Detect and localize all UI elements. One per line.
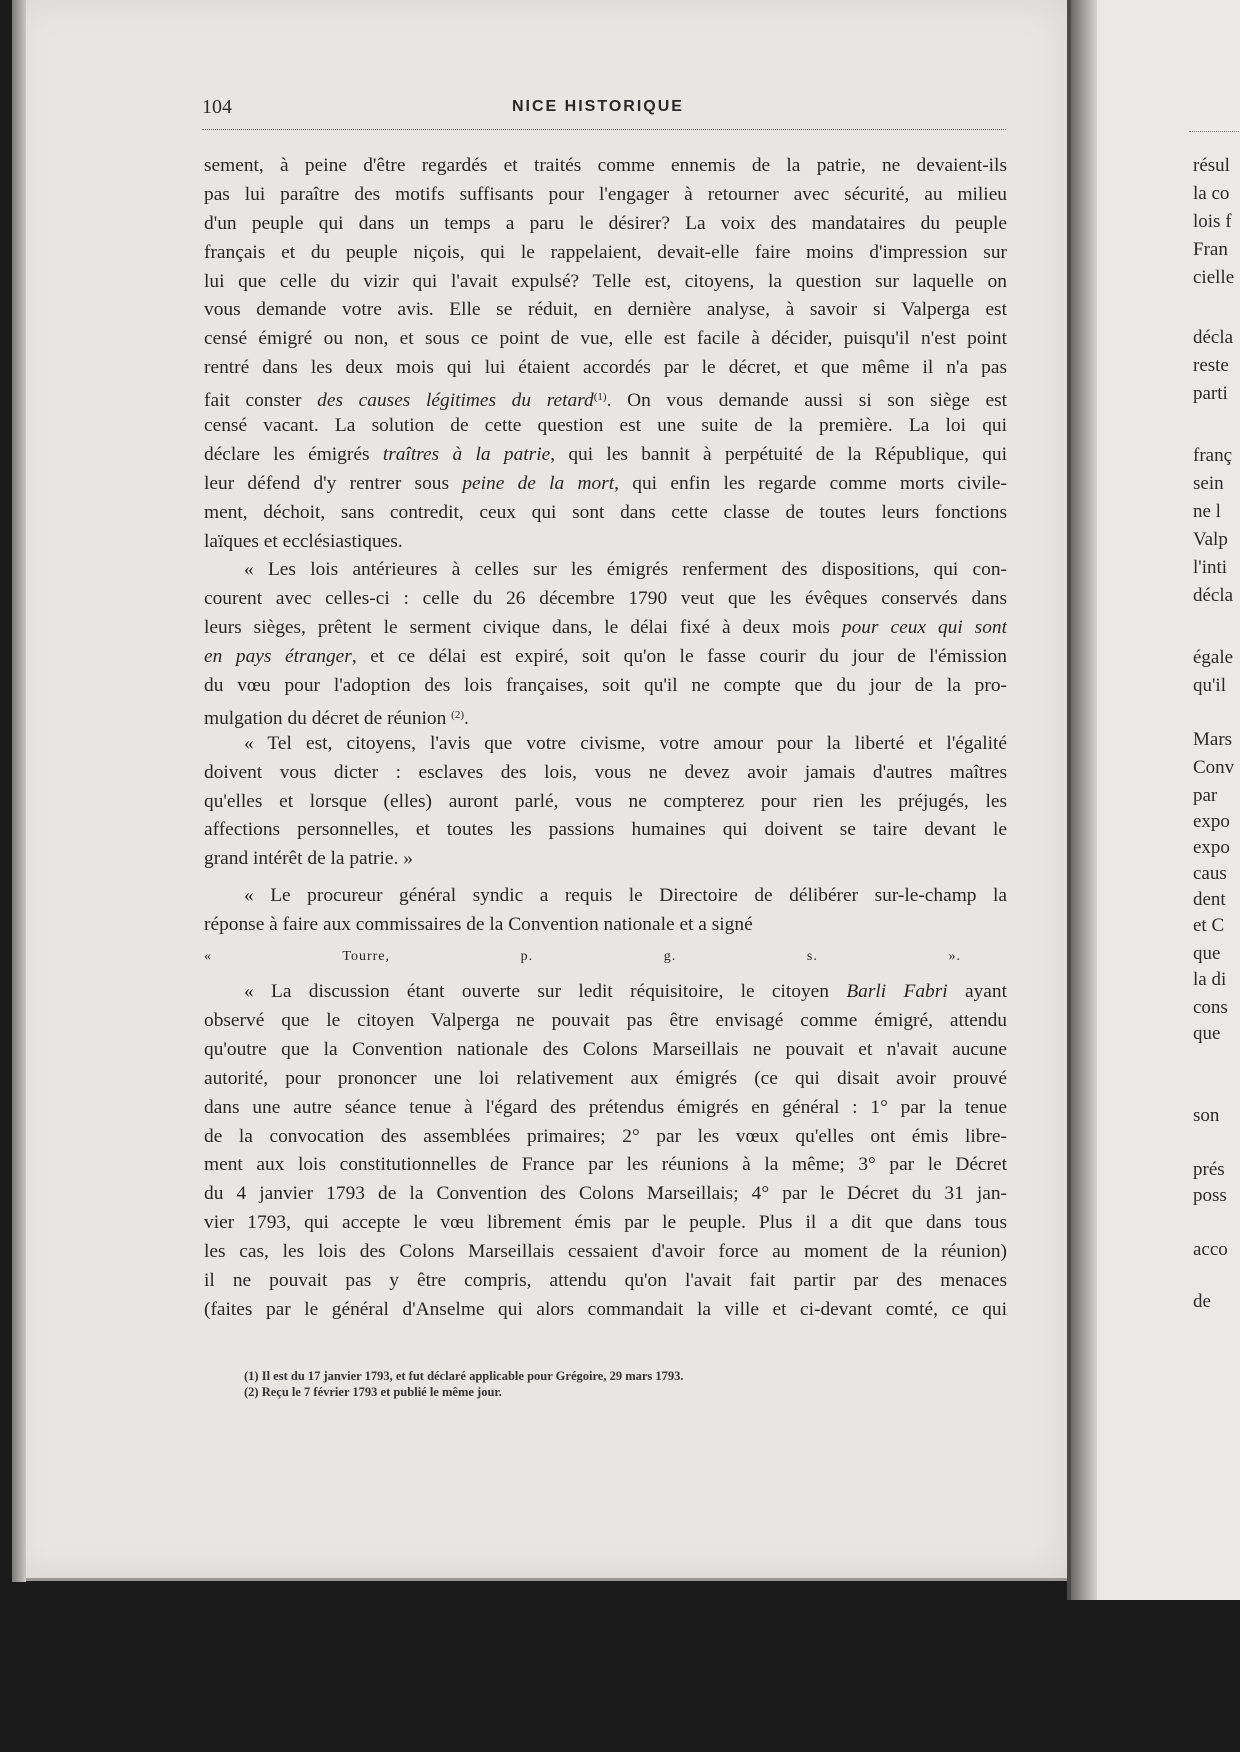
text-line: de la convocation des assemblées primaires; 2° par les vœux qu'elles ont émis libre- xyxy=(204,1125,1007,1147)
footnote-ref-1: (1) xyxy=(593,391,607,404)
footnote-ref-2: (2) xyxy=(451,708,464,721)
italic-name: Barli Fabri xyxy=(846,981,948,1003)
facing-page-fragment: sein xyxy=(1193,473,1224,494)
text-run: , qui les bannit à perpétuité de la République, qui xyxy=(550,443,1007,465)
text-line: d'un peuple qui dans un temps a paru le désirer? La voix des mandataires du peuple xyxy=(204,212,1007,234)
facing-page-fragment: franç xyxy=(1193,445,1233,466)
header-rule xyxy=(202,129,1006,130)
facing-page-fragment: Fran xyxy=(1193,239,1228,260)
text-line: les cas, les lois des Colons Marseillais cessaient d'avoir force au moment de la réunion) xyxy=(204,1241,1007,1263)
text-line xyxy=(204,614,1007,643)
text-run: ayant xyxy=(964,981,1007,1003)
text-line: français et du peuple niçois, qui le rappelaient, devait-elle faire moins d'impression sur xyxy=(204,241,1007,263)
facing-page-fragment: que xyxy=(1193,1023,1221,1044)
facing-page-fragment: poss xyxy=(1193,1185,1227,1206)
text-line xyxy=(204,470,1007,499)
text-line: (faites par le général d'Anselme qui alors commandait la ville et ci-devant comté, ce qui xyxy=(204,1298,1007,1320)
italic-phrase: des causes légitimes du retard xyxy=(317,390,594,412)
running-head xyxy=(202,92,1006,122)
facing-page-gutter xyxy=(1071,0,1097,1600)
facing-page-fragment: dent xyxy=(1193,889,1226,910)
footnote-2: (2) Reçu le 7 février 1793 et publié le même jour. xyxy=(244,1385,502,1399)
italic-phrase: peine de la mort xyxy=(462,472,615,494)
text-line: autorité, pour prononcer une loi relativement aux émigrés (ce qui disait avoir prouvé xyxy=(204,1067,1007,1089)
text-line: qu'elles et lorsque (elles) auront parlé, vous ne compterez pour rien les préjugés, les xyxy=(204,790,1007,812)
body-text xyxy=(204,152,1007,1325)
text-line: il ne pouvait pas y être compris, attendu qu'on l'avait fait partir par des menaces xyxy=(204,1269,1007,1291)
facing-page-fragment: expo xyxy=(1193,837,1230,858)
facing-page-fragment: la di xyxy=(1193,969,1227,990)
facing-page-fragment: Conv xyxy=(1193,757,1235,778)
text-line: pas lui paraître des motifs suffisants pour l'engager à retourner avec sécurité, au milieu xyxy=(204,183,1007,205)
facing-page-fragment: expo xyxy=(1193,811,1230,832)
text-line: courent avec celles-ci : celle du 26 décembre 1790 veut que les évêques conservés dans xyxy=(204,588,1007,610)
text-line xyxy=(204,383,1007,412)
facing-page-fragment: prés xyxy=(1193,1159,1225,1180)
facing-page-fragment: parti xyxy=(1193,383,1228,404)
text-line: laïques et ecclésiastiques. xyxy=(204,530,403,552)
text-line: « Le procureur général syndic a requis le Directoire de délibérer sur-le-champ la xyxy=(244,885,1007,907)
text-line: « Tel est, citoyens, l'avis que votre civisme, votre amour pour la liberté et l'égalité xyxy=(244,732,1007,754)
facing-page-fragment: son xyxy=(1193,1105,1220,1126)
text-line: vous demande votre avis. Elle se réduit, en dernière analyse, à savoir si Valperga est xyxy=(204,299,1007,321)
facing-page-fragment: acco xyxy=(1193,1239,1228,1260)
facing-page-fragment: lois f xyxy=(1193,211,1232,232)
facing-page-fragment: que xyxy=(1193,943,1221,964)
text-run: . xyxy=(464,707,469,729)
footnote-1: (1) Il est du 17 janvier 1793, et fut déclaré applicable pour Grégoire, 29 mars 1793. xyxy=(244,1369,684,1383)
text-line: sement, à peine d'être regardés et traités comme ennemis de la patrie, ne devaient-ils xyxy=(204,155,1007,176)
facing-page-fragment: cons xyxy=(1193,997,1228,1018)
scanned-page xyxy=(12,0,1067,1581)
italic-phrase: traîtres à la patrie xyxy=(382,443,551,465)
text-line: qu'outre que la Convention nationale des Colons Marseillais ne pouvait et n'avait aucune xyxy=(204,1038,1007,1060)
signature-tourre: « Tourre, p. g. s. ». xyxy=(204,949,961,965)
text-line: rentré dans les deux mois qui lui étaient accordés par le décret, et que même il n'a pas xyxy=(204,357,1007,379)
text-line xyxy=(204,643,1007,672)
facing-page-fragment: décla xyxy=(1193,585,1234,606)
footnotes xyxy=(244,1368,944,1400)
text-run: . On vous demande aussi si son siège est xyxy=(606,390,1007,412)
text-line: réponse à faire aux commissaires de la Convention nationale et a signé xyxy=(204,914,753,936)
page-number: 104 xyxy=(202,96,232,118)
facing-page-fragment: Mars xyxy=(1193,729,1233,750)
facing-page-fragment: cielle xyxy=(1193,267,1235,288)
page-binding-edge xyxy=(12,0,26,1582)
text-line: du vœu pour l'adoption des lois françaises, soit qu'il ne compte que du jour de la pro- xyxy=(204,675,1007,697)
text-run: , qui enfin les regarde comme morts civile- xyxy=(614,472,1007,494)
text-line xyxy=(204,978,1007,1007)
facing-page-header-rule xyxy=(1189,131,1240,132)
facing-page-fragment: décla xyxy=(1193,327,1234,348)
text-line: ment, déchoit, sans contredit, ceux qui sont dans cette classe de toutes leurs fonctions xyxy=(204,501,1007,523)
text-run: , et ce délai est expiré, soit qu'on le fasse courir du jour de l'émission xyxy=(351,646,1007,668)
facing-page-fragment: la co xyxy=(1193,183,1230,204)
text-line: dans une autre séance tenue à l'égard des prétendus émigrés en général : 1° par la tenue xyxy=(204,1096,1007,1118)
italic-phrase: pour ceux qui sont xyxy=(841,617,1007,639)
text-line: ment aux lois constitutionnelles de France par les réunions à la même; 3° par le Décret xyxy=(204,1154,1007,1176)
facing-page-fragment: et C xyxy=(1193,915,1225,936)
facing-page-fragment: ne l xyxy=(1193,501,1221,522)
text-line xyxy=(204,701,1007,730)
running-title: NICE HISTORIQUE xyxy=(512,98,684,115)
text-run: leurs sièges, prêtent le serment civique dans, le délai fixé à deux mois xyxy=(204,617,830,639)
text-run: fait conster xyxy=(204,390,302,412)
text-line: doivent vous dicter : esclaves des lois, vous ne devez avoir jamais d'autres maîtres xyxy=(204,761,1007,783)
facing-page-fragment: par xyxy=(1193,785,1218,806)
facing-page-fragment: de xyxy=(1193,1291,1211,1312)
facing-page-fragment: qu'il xyxy=(1193,675,1226,696)
text-run: leur défend d'y rentrer sous xyxy=(204,472,450,494)
text-line: lui que celle du vizir qui l'avait expulsé? Telle est, citoyens, la question sur laquelle on xyxy=(204,270,1007,292)
text-line xyxy=(204,441,1007,470)
text-run: mulgation du décret de réunion xyxy=(204,707,447,729)
text-line: censé vacant. La solution de cette question est une suite de la première. La loi qui xyxy=(204,415,1007,437)
text-run: déclare les émigrés xyxy=(204,443,370,465)
facing-page-fragment: reste xyxy=(1193,355,1229,376)
text-run: « La discussion étant ouverte sur ledit réquisitoire, le citoyen xyxy=(244,981,829,1003)
italic-phrase: en pays étranger xyxy=(204,646,352,668)
text-line: « Les lois antérieures à celles sur les émigrés renferment des dispositions, qui con- xyxy=(244,559,1007,581)
facing-page-fragment: l'inti xyxy=(1193,557,1228,578)
facing-page-fragment: égale xyxy=(1193,647,1234,668)
facing-page-fragment: Valp xyxy=(1193,529,1228,550)
text-line: observé que le citoyen Valperga ne pouvait pas être envisagé comme émigré, attendu xyxy=(204,1009,1007,1031)
facing-page-fragment: caus xyxy=(1193,863,1227,884)
text-line: censé émigré ou non, et sous ce point de vue, elle est facile à décider, puisqu'il n'est point xyxy=(204,328,1007,350)
text-line: affections personnelles, et toutes les passions humaines qui doivent se taire devant le xyxy=(204,819,1007,841)
facing-page xyxy=(1067,0,1240,1600)
text-line: grand intérêt de la patrie. » xyxy=(204,848,413,870)
facing-page-fragment: résul xyxy=(1193,155,1230,176)
text-line: vier 1793, qui accepte le vœu librement émis par le peuple. Plus il a dit que dans tous xyxy=(204,1212,1007,1234)
text-line: du 4 janvier 1793 de la Convention des Colons Marseillais; 4° par le Décret du 31 jan- xyxy=(204,1183,1007,1205)
